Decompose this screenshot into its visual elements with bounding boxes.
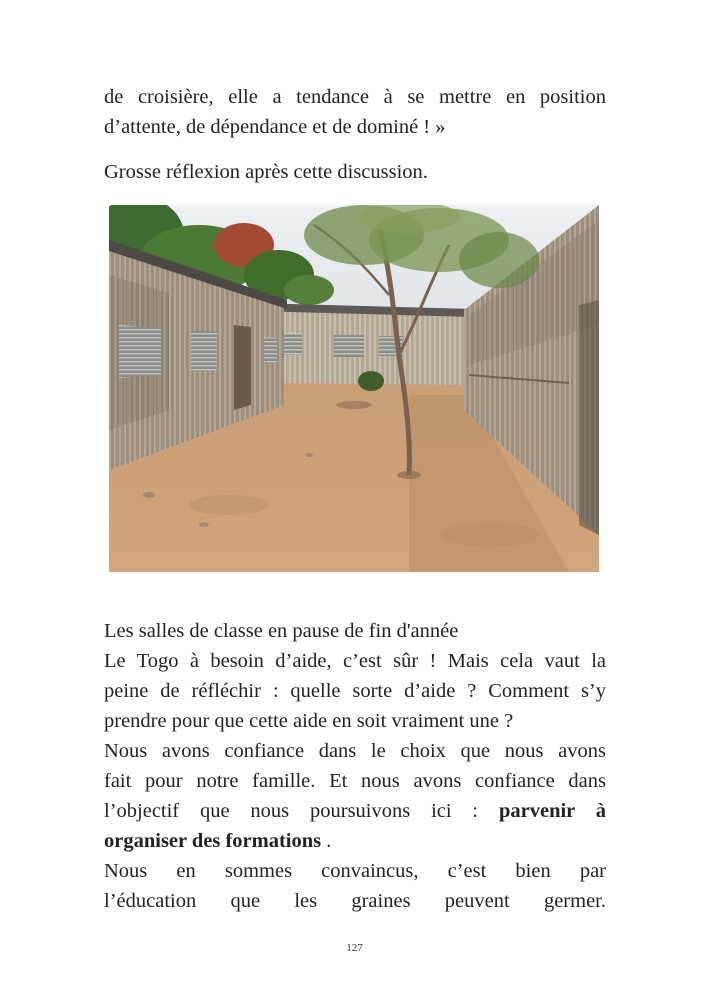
text-line: Nous avons confiance dans le choix que nous avons — [104, 740, 606, 762]
paragraph-confiance — [104, 736, 606, 856]
text-line: l’éducation que les graines peuvent germer. — [104, 890, 606, 912]
page-number: 127 — [346, 942, 363, 954]
classroom-photo — [109, 205, 599, 572]
caption-text: Les salles de classe en pause de fin d'année — [104, 620, 459, 642]
text-line: fait pour notre famille. Et nous avons confiance dans — [104, 770, 606, 792]
bold-text: organiser des formations — [104, 830, 322, 852]
text-line: d’attente, de dépendance et de dominé ! » — [104, 116, 446, 138]
text-line: Le Togo à besoin d’aide, c’est sûr ! Mais cela vaut la — [104, 650, 606, 672]
text-line: peine de réfléchir : quelle sorte d’aide ? Comment s’y — [104, 680, 606, 702]
text-line — [104, 826, 606, 856]
text-line — [104, 796, 606, 826]
paragraph-quote-end — [104, 82, 606, 142]
text-fragment: l’objectif que nous poursuivons ici : — [104, 800, 479, 822]
text-line: Nous en sommes convaincus, c’est bien par — [104, 860, 606, 882]
text-fragment: . — [321, 830, 332, 852]
paragraph-reflection — [104, 157, 606, 187]
text-line: de croisière, elle a tendance à se mettre en position — [104, 86, 606, 108]
bold-text: parvenir à — [498, 800, 607, 822]
text-line: prendre pour que cette aide en soit vraiment une ? — [104, 710, 514, 732]
paragraph-education — [104, 856, 606, 916]
photo-caption — [104, 616, 606, 646]
text-line: Grosse réflexion après cette discussion. — [104, 161, 428, 183]
paragraph-togo — [104, 646, 606, 736]
